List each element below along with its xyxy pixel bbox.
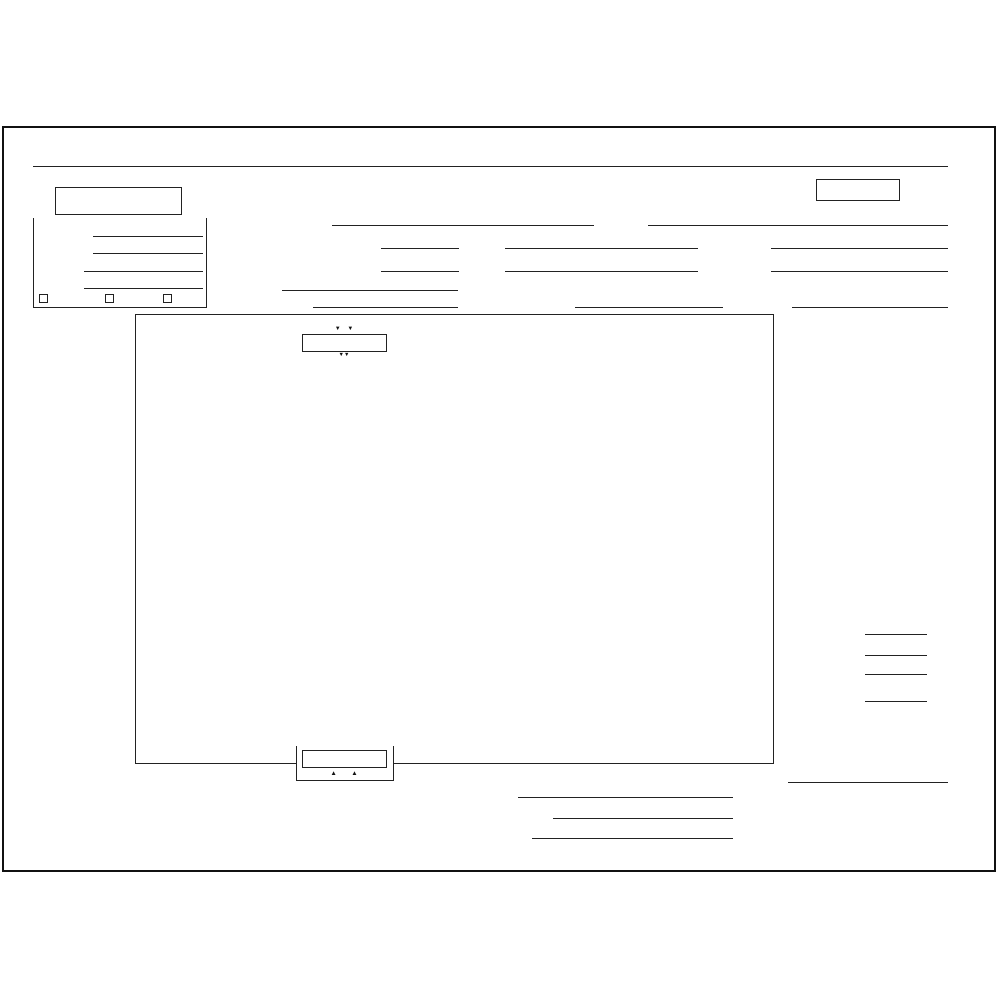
outbound-destination-line[interactable] xyxy=(771,248,948,249)
arrow-down-icon: ▼ xyxy=(344,352,350,358)
driver-line[interactable] xyxy=(648,225,948,226)
lpg-checkbox[interactable] xyxy=(163,294,172,303)
tractor-no-input[interactable] xyxy=(55,187,182,215)
beginning-odometer-line[interactable] xyxy=(313,307,458,308)
revenue-per-mile-line[interactable] xyxy=(865,701,927,702)
driver-signature-line[interactable] xyxy=(788,782,948,783)
arrow-down-icon: ▼ xyxy=(347,326,354,332)
total-revenue-line[interactable] xyxy=(865,674,927,675)
col-header-beginning xyxy=(296,325,392,334)
fleet-no-line[interactable] xyxy=(84,271,203,272)
arrow-down-icon: ▼ xyxy=(338,352,344,358)
location-line[interactable] xyxy=(84,288,203,289)
gas-checkbox[interactable] xyxy=(105,294,114,303)
miles-per-gal-line[interactable] xyxy=(865,634,927,635)
trailer-no-2-line[interactable] xyxy=(93,253,203,254)
arrow-down-icon: ▼ xyxy=(334,326,341,332)
file-data-line xyxy=(33,166,948,167)
trailer-no-1-line[interactable] xyxy=(93,236,203,237)
ending-hubometer-line[interactable] xyxy=(518,797,733,798)
col-header-jurisdiction-exit xyxy=(296,351,392,360)
inbound-origin-line[interactable] xyxy=(505,271,698,272)
cargo-weight-line[interactable] xyxy=(792,307,948,308)
inbound-destination-line[interactable] xyxy=(771,271,948,272)
beginning-hubometer-line[interactable] xyxy=(282,290,458,291)
total-distance-line[interactable] xyxy=(532,838,733,839)
lpg-option[interactable] xyxy=(163,294,175,304)
diesel-option[interactable] xyxy=(39,294,51,304)
outbound-date-line[interactable] xyxy=(381,248,459,249)
arrow-up-icon: ▲ xyxy=(351,770,358,777)
gross-revenue-line[interactable] xyxy=(575,307,723,308)
trip-no-input[interactable] xyxy=(816,179,900,201)
diesel-checkbox[interactable] xyxy=(39,294,48,303)
arrow-up-icon: ▲ xyxy=(330,770,337,777)
vehicle-info-box xyxy=(33,218,207,308)
gas-option[interactable] xyxy=(105,294,117,304)
trip-log-table xyxy=(135,314,774,764)
ending-odometer-input[interactable] xyxy=(302,750,387,768)
beginning-odometer-input[interactable] xyxy=(302,334,387,352)
company-name-line[interactable] xyxy=(332,225,594,226)
ending-odometer-line[interactable] xyxy=(553,818,733,819)
outbound-origin-line[interactable] xyxy=(505,248,698,249)
col-header-ending xyxy=(296,769,392,778)
cost-per-mile-line[interactable] xyxy=(865,655,927,656)
inbound-date-line[interactable] xyxy=(381,271,459,272)
